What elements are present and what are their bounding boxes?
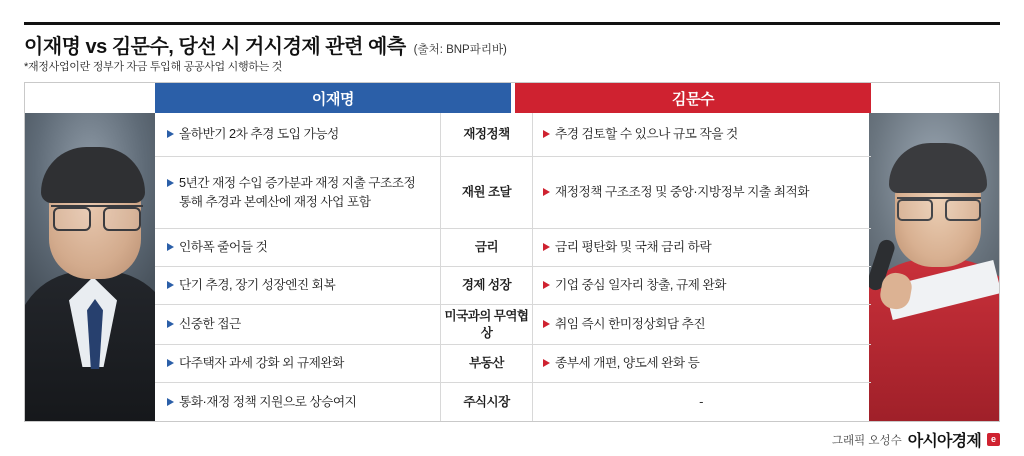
- triangle-bullet-icon: [167, 179, 174, 187]
- row-category: 주식시장: [441, 383, 533, 421]
- row-category: 재정정책: [441, 113, 533, 156]
- source-note: (출처: BNP파리바): [413, 44, 507, 56]
- table-row: [155, 345, 871, 383]
- row-right-text: 취임 즉시 한미정상회담 추진: [555, 317, 706, 332]
- row-category: 경제 성장: [441, 267, 533, 304]
- table-body: [155, 113, 871, 421]
- triangle-bullet-icon: [543, 243, 550, 251]
- row-right-text: 금리 평탄화 및 국채 금리 하락: [555, 240, 712, 255]
- row-category: 부동산: [441, 345, 533, 382]
- triangle-bullet-icon: [543, 130, 550, 138]
- row-left-cell: [155, 157, 441, 228]
- triangle-bullet-icon: [543, 320, 550, 328]
- title-row: [24, 30, 1000, 59]
- row-category: 금리: [441, 229, 533, 266]
- row-right-cell: [533, 383, 871, 421]
- row-left-cell: [155, 267, 441, 304]
- triangle-bullet-icon: [167, 130, 174, 138]
- page-title: 이재명 vs 김문수, 당선 시 거시경제 관련 예측: [24, 36, 406, 58]
- photo-lee-jaemyung: [25, 113, 155, 421]
- row-category: 미국과의 무역협상: [441, 305, 533, 344]
- row-left-cell: [155, 305, 441, 344]
- row-right-cell: [533, 305, 871, 344]
- triangle-bullet-icon: [543, 281, 550, 289]
- row-category: 재원 조달: [441, 157, 533, 228]
- table-row: [155, 229, 871, 267]
- row-right-text: 종부세 개편, 양도세 완화 등: [555, 356, 700, 371]
- column-header-left: 이재명: [155, 83, 511, 113]
- comparison-table: [155, 83, 871, 421]
- triangle-bullet-icon: [543, 359, 550, 367]
- table-header-row: [155, 83, 871, 113]
- row-left-cell: [155, 229, 441, 266]
- row-left-cell: [155, 345, 441, 382]
- row-right-cell: [533, 345, 871, 382]
- table-row: [155, 157, 871, 229]
- triangle-bullet-icon: [167, 281, 174, 289]
- row-left-text: 다주택자 과세 강화 외 규제완화: [179, 356, 344, 371]
- footnote: *재정사업이란 정부가 자금 투입해 공공사업 시행하는 것: [24, 61, 283, 73]
- table-row: [155, 305, 871, 345]
- row-right-text: -: [699, 393, 703, 409]
- row-left-text: 올하반기 2차 추경 도입 가능성: [179, 127, 339, 142]
- row-left-text: 단기 추경, 장기 성장엔진 회복: [179, 278, 336, 293]
- row-right-cell: [533, 113, 871, 156]
- row-left-text: 5년간 재정 수입 증가분과 재정 지출 구조조정 통해 추경과 본예산에 재정 사업 포함: [179, 176, 416, 209]
- row-left-text: 신중한 접근: [179, 317, 241, 332]
- top-rule: [24, 22, 1000, 25]
- graphic-credit: 그래픽 오성수: [831, 434, 902, 447]
- photo-kim-moonsoo: [869, 113, 999, 421]
- credit-line: [832, 428, 1000, 451]
- row-right-text: 기업 중심 일자리 창출, 규제 완화: [555, 278, 726, 293]
- triangle-bullet-icon: [167, 398, 174, 406]
- table-row: [155, 267, 871, 305]
- triangle-bullet-icon: [167, 243, 174, 251]
- table-row: [155, 383, 871, 421]
- table-row: [155, 113, 871, 157]
- triangle-bullet-icon: [167, 359, 174, 367]
- column-header-right: 김문수: [515, 83, 871, 113]
- triangle-bullet-icon: [543, 188, 550, 196]
- brand-mark-icon: e: [987, 433, 1000, 446]
- row-right-cell: [533, 267, 871, 304]
- triangle-bullet-icon: [167, 320, 174, 328]
- row-right-text: 추경 검토할 수 있으나 규모 작을 것: [555, 127, 738, 142]
- row-left-cell: [155, 113, 441, 156]
- photo-right-glasses: [897, 197, 981, 219]
- row-right-cell: [533, 157, 871, 228]
- row-left-cell: [155, 383, 441, 421]
- row-right-text: 재정정책 구조조정 및 중앙·지방정부 지출 최적화: [555, 185, 809, 200]
- row-left-text: 인하폭 줄어들 것: [179, 240, 268, 255]
- brand-name: 아시아경제: [907, 433, 981, 450]
- row-right-cell: [533, 229, 871, 266]
- photo-left-glasses: [51, 205, 143, 229]
- comparison-table-frame: [24, 82, 1000, 422]
- row-left-text: 통화·재정 정책 지원으로 상승여지: [179, 394, 357, 409]
